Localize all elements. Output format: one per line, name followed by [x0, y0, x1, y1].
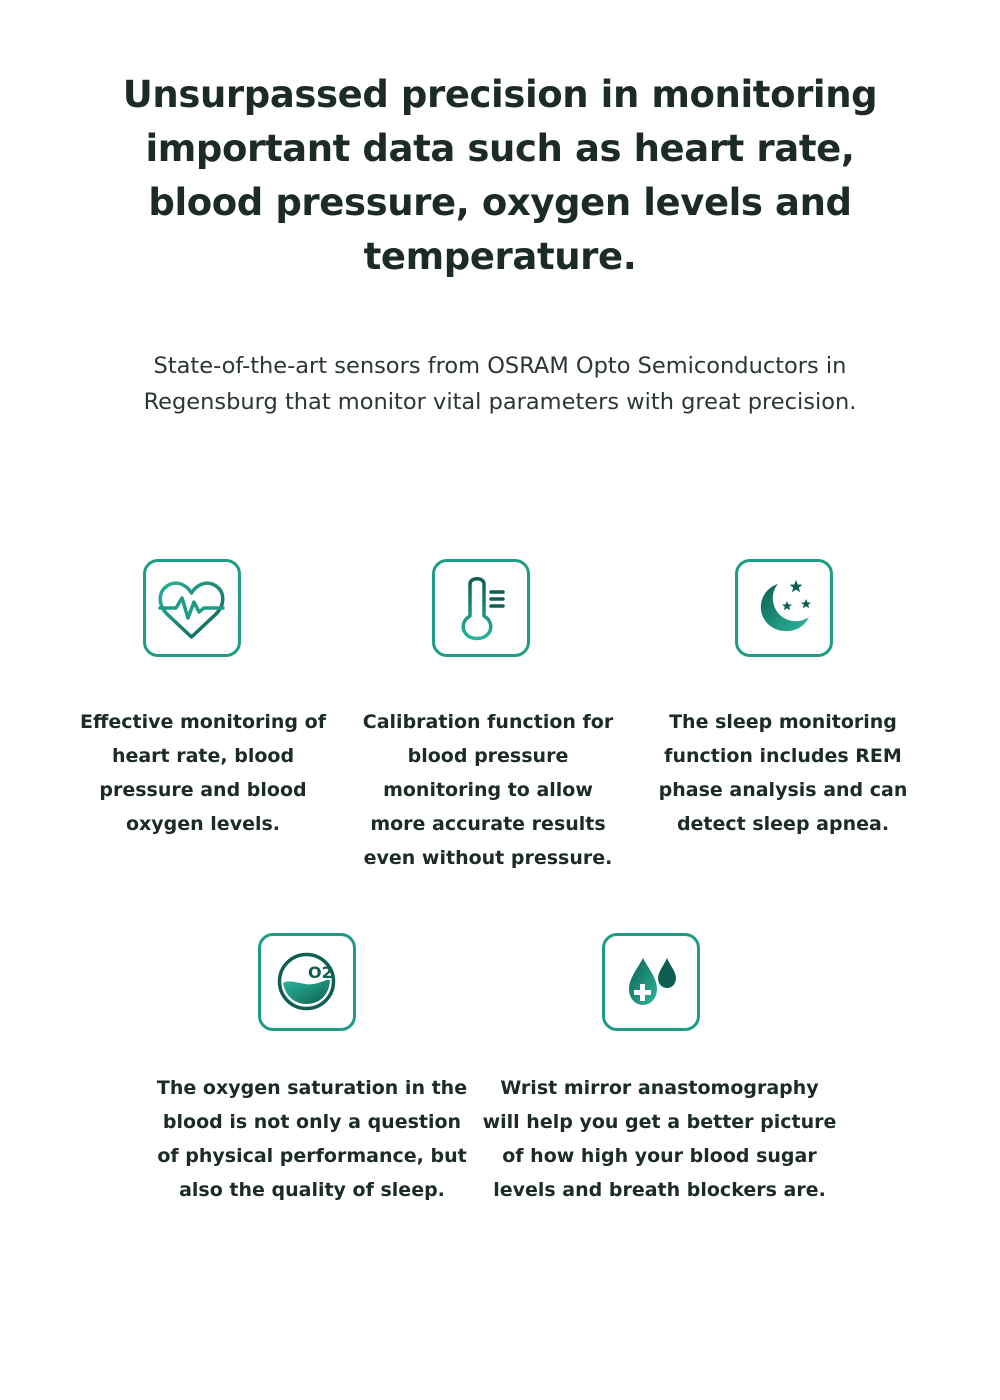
blood-drops-icon [605, 936, 696, 1027]
feature-calibration-text: Calibration function for blood pressure monitoring to allow more accurate results even without pressure. [362, 711, 614, 869]
moon-stars-icon [738, 562, 829, 653]
feature-sleep-text: The sleep monitoring function includes REM phase analysis and can detect sleep apnea. [658, 711, 908, 835]
subtitle: State-of-the-art sensors from OSRAM Opto Semiconductors in Regensburg that monitor vital parameters with great precision. [143, 353, 857, 415]
oxygen-icon [261, 936, 352, 1027]
feature-heart-rate-text: Effective monitoring of heart rate, blood pressure and blood oxygen levels. [80, 711, 326, 835]
thermometer-icon-box [432, 559, 530, 657]
oxygen-icon-box [258, 933, 356, 1031]
feature-oxygen-text: The oxygen saturation in the blood is not only a question of physical performance, but also the quality of sleep. [156, 1077, 468, 1201]
feature-blood-text: Wrist mirror anastomography will help you get a better picture of how high your blood sugar levels and breath blockers are. [482, 1077, 837, 1201]
o2-label: O2 [308, 963, 333, 982]
headline: Unsurpassed precision in monitoring important data such as heart rate, blood pressure, oxygen levels and temperature. [122, 73, 878, 278]
blood-drops-icon-box [602, 933, 700, 1031]
heart-rate-icon-box [143, 559, 241, 657]
thermometer-icon [435, 562, 526, 653]
moon-stars-icon-box [735, 559, 833, 657]
heart-rate-icon [146, 562, 237, 653]
